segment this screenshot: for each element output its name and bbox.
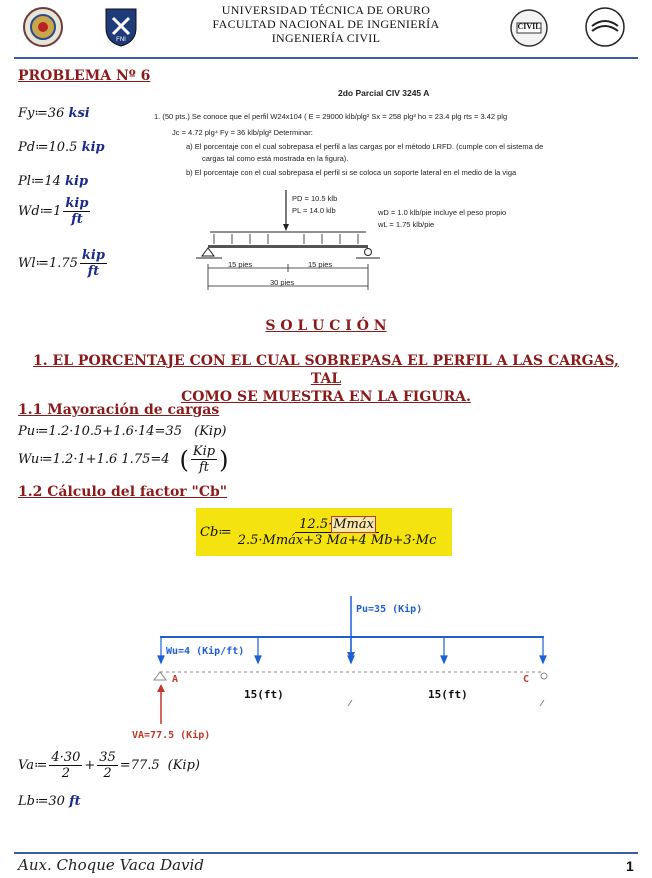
cb-formula — [200, 510, 442, 554]
civil-logo-text: CIVIL — [517, 22, 541, 31]
problem-title: PROBLEMA Nº 6 — [18, 68, 151, 84]
header-line-3: INGENIERÍA CIVIL — [271, 31, 381, 45]
va-lhs: Va≔ — [18, 758, 48, 773]
cb-denominator: 2.5·Mmáx+3 Ma+4 Mb+3·Mc — [237, 532, 437, 548]
mmax-highlight: Mmáx — [333, 516, 374, 532]
header-line-2: FACULTAD NACIONAL DE INGENIERÍA — [212, 17, 440, 31]
given-pl-expr: Pl≔14 — [18, 174, 61, 189]
va-fraction-2: $\frac{35}{2}$ — [99, 750, 116, 781]
wu-expression: Wu≔1.2·1+1.6 1.75=4 — [18, 452, 170, 467]
lb-definition — [18, 794, 81, 809]
pu-expression: Pu≔1.2·10.5+1.6·14=35 — [18, 424, 182, 439]
va-fraction-1: $\frac{4\cdot 30}{2}$ — [51, 750, 81, 781]
section-1-heading-line-1: 1. EL PORCENTAJE CON EL CUAL SOBREPASA EL PERFIL A LAS CARGAS, TAL — [33, 353, 619, 387]
va-calculation: Va≔ $\frac{4\cdot 30}{2}$ + $\frac{35}{2}$ =77.5 (Kip) — [18, 750, 200, 781]
given-pd-expr: Pd≔10.5 — [18, 140, 78, 155]
given-wd-unit: $\frac{\text{kip}}{ft}$ — [65, 196, 89, 227]
statement-line-1: 1. (50 pts.) Se conoce que el perfil W24x104 ( E = 29000 klb/plg² Sx = 258 plg³ ho = 23.4 plg rts = 3.42 plg — [154, 112, 508, 121]
given-wl-unit: $\frac{\text{kip}}{ft}$ — [81, 248, 105, 279]
given-pd — [18, 140, 105, 155]
statement-wd: wD = 1.0 klb/pie incluye el peso propio — [378, 208, 507, 217]
statement-wl: wL = 1.75 klb/pie — [378, 220, 435, 229]
va-unit: (Kip) — [167, 758, 200, 773]
va-result: =77.5 — [119, 758, 160, 773]
header-line-1: UNIVERSIDAD TÉCNICA DE ORURO — [221, 3, 431, 17]
wu-label: Wu=4 (Kip/ft) — [166, 646, 245, 657]
statement-span-1: 15 pies — [228, 260, 253, 269]
statement-item-a-1: a) El porcentaje con el cual sobrepasa el perfil a las cargas por el método LRFD. (cumple con el sistema de — [186, 142, 544, 151]
given-fy-unit: ksi — [68, 106, 90, 121]
pu-calculation — [18, 424, 226, 439]
fni-shield-icon — [103, 6, 139, 48]
cb-fraction — [234, 517, 441, 548]
wu-unit: ( $\frac{\text{Kip}}{ft}$ ) — [179, 444, 229, 475]
cb-lhs: Cb≔ — [200, 524, 232, 540]
span-1-label: 15(ft) — [244, 688, 284, 701]
statement-line-2: Jc = 4.72 plg⁴ Fy = 36 klb/plg² Determinar: — [172, 128, 313, 137]
page-header — [0, 0, 652, 60]
distributed-load-frame — [160, 636, 544, 638]
given-pl — [18, 174, 88, 189]
cb-numerator: 12.5·Mmáx — [295, 517, 379, 533]
support-c-label: C — [523, 674, 530, 685]
given-wd-expr: Wd≔1 — [18, 204, 62, 219]
statement-title: 2do Parcial CIV 3245 A — [338, 88, 430, 98]
page-number: 1 — [626, 858, 634, 874]
svg-text:FNI: FNI — [116, 37, 126, 43]
statement-beam-figure — [188, 186, 488, 296]
footer-rule — [14, 852, 638, 854]
given-fy — [18, 106, 90, 121]
section-1-heading-line-2: COMO SE MUESTRA EN LA FIGURA. — [181, 389, 471, 405]
given-fy-expr: Fy≔36 — [18, 106, 65, 121]
section-1-heading — [20, 352, 632, 406]
lb-expression: Lb≔30 — [18, 794, 65, 809]
given-wl — [18, 248, 109, 279]
pu-label: Pu=35 (Kip) — [356, 604, 423, 615]
support-c-icon — [541, 673, 547, 679]
pu-unit: (Kip) — [194, 424, 227, 439]
given-wl-expr: Wl≔1.75 — [18, 256, 78, 271]
given-pl-unit: kip — [65, 174, 89, 189]
solution-heading: S O L U C I Ó N — [265, 318, 387, 334]
span-2-label: 15(ft) — [428, 688, 468, 701]
statement-span-total: 30 pies — [270, 278, 295, 287]
statement-item-a-2: cargas tal como está mostrada en la figura). — [202, 154, 349, 163]
wu-calculation — [18, 444, 228, 475]
lb-unit: ft — [69, 794, 81, 809]
problem-statement-image — [148, 86, 608, 306]
header-rule — [14, 57, 638, 59]
given-wd — [18, 196, 92, 227]
society-emblem-icon — [584, 6, 626, 48]
statement-item-b: b) El porcentaje con el cual sobrepasa el perfil si se coloca un soporte lateral en el medio de la viga — [186, 168, 517, 177]
institution-name — [150, 3, 502, 45]
support-a-label: A — [172, 674, 179, 685]
given-pd-unit: kip — [81, 140, 105, 155]
statement-pd: PD = 10.5 klb — [292, 194, 338, 203]
subsection-1-2-heading: 1.2 Cálculo del factor "Cb" — [18, 484, 228, 500]
footer-author: Aux. Choque Vaca David — [18, 856, 204, 874]
va-label: VA=77.5 (Kip) — [132, 730, 211, 741]
university-seal-icon — [22, 6, 64, 48]
statement-span-2: 15 pies — [308, 260, 333, 269]
subsection-1-1-heading: 1.1 Mayoración de cargas — [18, 402, 220, 418]
loaded-beam-diagram — [140, 596, 560, 748]
statement-pl: PL = 14.0 klb — [292, 206, 336, 215]
support-a-icon — [154, 672, 166, 680]
